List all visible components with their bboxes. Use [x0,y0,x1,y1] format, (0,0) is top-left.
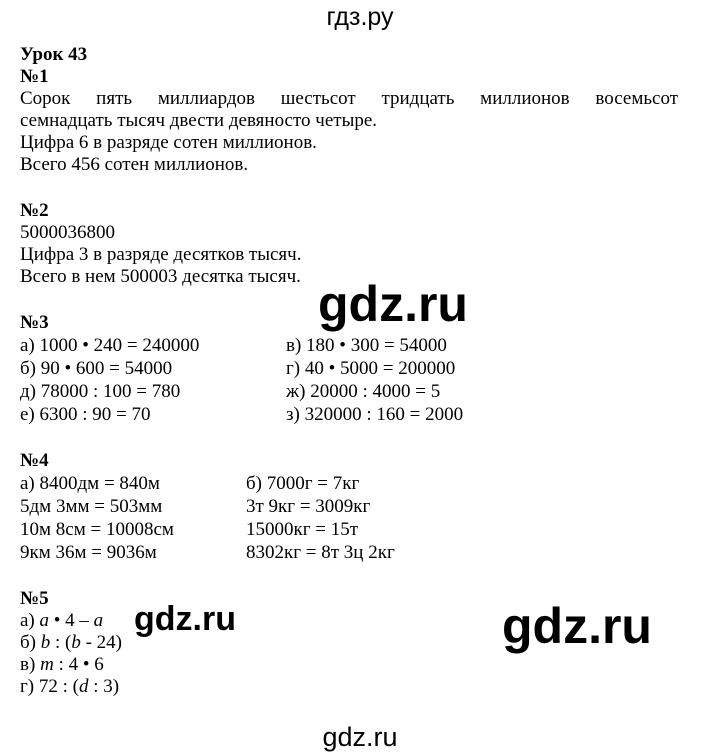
task-1-line: семнадцать тысяч двести девяносто четыре. [20,110,378,131]
task-4-cell: 5дм 3мм = 503мм [20,496,163,517]
task-4-cell: 9км 36м = 9036м [20,542,157,563]
task-2-line: Всего в нем 500003 десятка тысяч. [20,266,301,287]
task-5-number: №5 [20,588,49,609]
lesson-title: Урок 43 [20,44,88,65]
task-3-number: №3 [20,312,49,333]
task-2-line: Цифра 3 в разряде десятков тысяч. [20,244,302,265]
task-3-cell: е) 6300 : 90 = 70 [20,404,151,425]
watermark: gdz.ru [318,276,468,332]
task-3-cell: з) 320000 : 160 = 2000 [286,404,464,425]
task-1-line: Всего 456 сотен миллионов. [20,154,249,175]
task-1-number: №1 [20,66,49,87]
watermark: gdz.ru [502,598,652,654]
task-3-cell: ж) 20000 : 4000 = 5 [286,381,441,402]
task-1-line: Сорок пять миллиардов шестьсот тридцать миллионов восемьсот [20,88,678,109]
task-2-number: №2 [20,200,49,221]
task-4-cell: а) 8400дм = 840м [20,473,160,494]
task-4-cell: 10м 8см = 10008см [20,519,174,540]
task-4-cell: 15000кг = 15т [246,519,359,540]
site-header: гдз.ру [326,3,394,31]
task-5-line-b: б) b : (b - 24) [20,632,123,653]
watermark: gdz.ru [322,722,398,752]
task-2-line: 5000036800 [20,222,115,243]
task-4-number: №4 [20,450,49,471]
task-3-row [20,357,678,380]
task-3-row [20,334,678,357]
task-4-cell: 8302кг = 8т 3ц 2кг [246,542,395,563]
task-4-row [20,495,678,518]
task-3-cell: а) 1000 • 240 = 240000 [20,335,200,356]
task-5-line-a: а) a • 4 – a [20,610,104,631]
task-4-cell: б) 7000г = 7кг [246,473,360,494]
task-4-row [20,472,678,495]
task-5-line-c: в) m : 4 • 6 [20,654,104,675]
task-4-row [20,541,678,564]
task-4-cell: 3т 9кг = 3009кг [246,496,371,517]
task-4-row [20,518,678,541]
task-3-row [20,403,678,426]
task-3-cell: д) 78000 : 100 = 780 [20,381,181,402]
task-3-row [20,380,678,403]
task-3-cell: в) 180 • 300 = 54000 [286,335,447,356]
task-3-cell: б) 90 • 600 = 54000 [20,358,173,379]
watermark: gdz.ru [134,600,236,638]
task-3-cell: г) 40 • 5000 = 200000 [286,358,456,379]
task-5-line-d: г) 72 : (d : 3) [20,676,120,697]
task-1-line: Цифра 6 в разряде сотен миллионов. [20,132,317,153]
